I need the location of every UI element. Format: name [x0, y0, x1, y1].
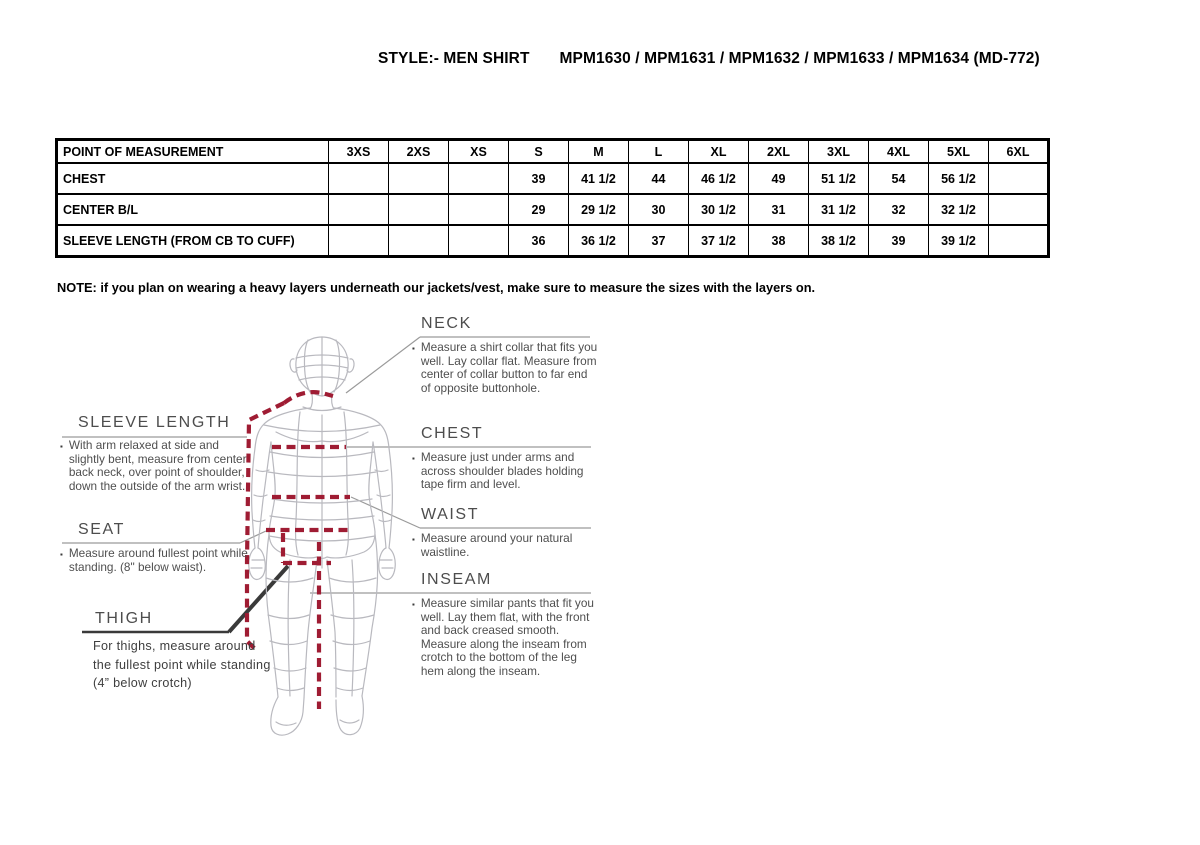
- size-chart-header: [57, 140, 1049, 164]
- size-value-cell: 38 1/2: [809, 225, 869, 257]
- column-header-size: 3XL: [809, 140, 869, 164]
- size-value-cell: [989, 225, 1049, 257]
- bullet-icon: ▪: [60, 442, 63, 451]
- column-header-measurement: POINT OF MEASUREMENT: [57, 140, 329, 164]
- neck-measure-line: [284, 392, 333, 403]
- size-value-cell: 36: [509, 225, 569, 257]
- column-header-size: XS: [449, 140, 509, 164]
- page-title: [378, 50, 1040, 68]
- size-value-cell: 56 1/2: [929, 163, 989, 194]
- size-value-cell: 36 1/2: [569, 225, 629, 257]
- neck-heading: NECK: [421, 315, 472, 332]
- bullet-icon: ▪: [412, 600, 415, 609]
- row-label: CENTER B/L: [57, 194, 329, 225]
- size-value-cell: 39: [869, 225, 929, 257]
- inseam-text: Measure similar pants that fit you well. Lay them flat, with the front and back creased smooth. Measure along the inseam from crotch to the bottom of the leg hem along the inseam.: [420, 596, 594, 678]
- size-value-cell: 32 1/2: [929, 194, 989, 225]
- neck-text: Measure a shirt collar that fits you well. Lay collar flat. Measure from center of collar button to far end of opposite buttonhole.: [420, 340, 598, 395]
- size-value-cell: [449, 194, 509, 225]
- size-value-cell: 54: [869, 163, 929, 194]
- thigh-description: [93, 637, 271, 693]
- size-value-cell: 31 1/2: [809, 194, 869, 225]
- waist-text: Measure around your natural waistline.: [420, 531, 573, 559]
- size-value-cell: 29: [509, 194, 569, 225]
- column-header-size: 2XL: [749, 140, 809, 164]
- neck-description: [412, 341, 600, 395]
- seat-description: [60, 547, 256, 574]
- row-label: SLEEVE LENGTH (FROM CB TO CUFF): [57, 225, 329, 257]
- size-value-cell: 46 1/2: [689, 163, 749, 194]
- column-header-size: S: [509, 140, 569, 164]
- column-header-size: L: [629, 140, 689, 164]
- size-value-cell: 37 1/2: [689, 225, 749, 257]
- size-value-cell: [389, 163, 449, 194]
- thigh-heading: THIGH: [95, 610, 153, 627]
- title-style-codes: MPM1630 / MPM1631 / MPM1632 / MPM1633 / MPM1634 (MD-772): [559, 50, 1040, 67]
- column-header-size: 5XL: [929, 140, 989, 164]
- size-value-cell: [329, 163, 389, 194]
- size-value-cell: 41 1/2: [569, 163, 629, 194]
- bullet-icon: ▪: [412, 454, 415, 463]
- chest-description: [412, 451, 600, 492]
- size-value-cell: 29 1/2: [569, 194, 629, 225]
- inseam-heading: INSEAM: [421, 571, 492, 588]
- column-header-size: M: [569, 140, 629, 164]
- sleeve-length-text: With arm relaxed at side and slightly bent, measure from center back neck, over point of shoulder, down the outside of the arm wrist.: [68, 438, 247, 493]
- size-value-cell: 51 1/2: [809, 163, 869, 194]
- bullet-icon: ▪: [412, 344, 415, 353]
- waist-heading: WAIST: [421, 506, 480, 523]
- chest-heading: CHEST: [421, 425, 484, 442]
- size-value-cell: 30 1/2: [689, 194, 749, 225]
- seat-heading: SEAT: [78, 521, 126, 538]
- seat-text: Measure around fullest point while standing. (8" below waist).: [68, 546, 248, 574]
- size-value-cell: [449, 163, 509, 194]
- thigh-measure-line: [283, 533, 331, 563]
- bullet-icon: ▪: [60, 550, 63, 559]
- table-header-row: [57, 140, 1049, 164]
- sleeve-length-heading: SLEEVE LENGTH: [78, 414, 231, 431]
- row-label: CHEST: [57, 163, 329, 194]
- column-header-size: 6XL: [989, 140, 1049, 164]
- size-value-cell: 38: [749, 225, 809, 257]
- size-chart-table: [55, 138, 1050, 258]
- note-text: NOTE: if you plan on wearing a heavy layers underneath our jackets/vest, make sure to measure the sizes with the layers on.: [57, 280, 816, 295]
- size-value-cell: [449, 225, 509, 257]
- size-value-cell: [329, 194, 389, 225]
- column-header-size: 2XS: [389, 140, 449, 164]
- size-value-cell: 32: [869, 194, 929, 225]
- waist-description: [412, 532, 600, 559]
- size-value-cell: [989, 163, 1049, 194]
- size-value-cell: [989, 194, 1049, 225]
- size-value-cell: 31: [749, 194, 809, 225]
- title-style-label: STYLE:- MEN SHIRT: [378, 50, 530, 67]
- bullet-icon: ▪: [412, 535, 415, 544]
- column-header-size: 3XS: [329, 140, 389, 164]
- chest-text: Measure just under arms and across shoulder blades holding tape firm and level.: [420, 450, 584, 492]
- size-value-cell: [389, 194, 449, 225]
- sleeve-length-description: [60, 439, 256, 493]
- inseam-description: [412, 597, 600, 679]
- size-value-cell: 44: [629, 163, 689, 194]
- table-row: [57, 225, 1049, 257]
- table-row: [57, 163, 1049, 194]
- column-header-size: 4XL: [869, 140, 929, 164]
- thigh-text: For thighs, measure around the fullest point while standing (4” below crotch): [93, 639, 271, 690]
- column-header-size: XL: [689, 140, 749, 164]
- size-value-cell: 37: [629, 225, 689, 257]
- table-row: [57, 194, 1049, 225]
- size-value-cell: 49: [749, 163, 809, 194]
- size-chart-body: [57, 163, 1049, 257]
- size-value-cell: 30: [629, 194, 689, 225]
- size-value-cell: 39 1/2: [929, 225, 989, 257]
- size-value-cell: [389, 225, 449, 257]
- size-value-cell: 39: [509, 163, 569, 194]
- size-value-cell: [329, 225, 389, 257]
